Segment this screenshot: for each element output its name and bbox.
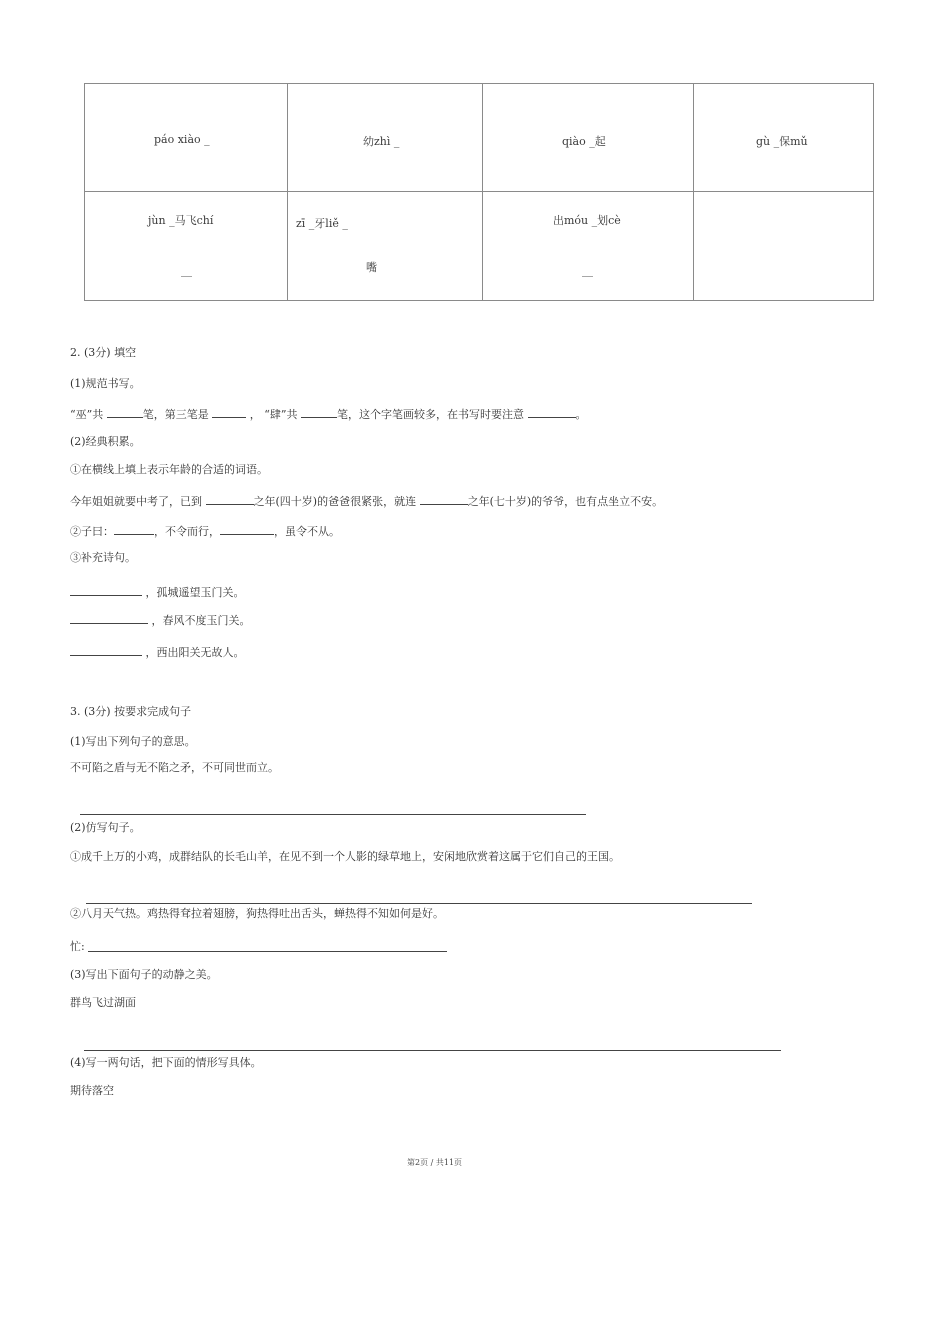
page-footer: 第2页 / 共11页 [407, 1158, 463, 1167]
pinyin-blank: __ [181, 264, 192, 277]
answer-line[interactable] [80, 814, 586, 815]
answer-blank[interactable] [70, 643, 142, 656]
pinyin-cell [483, 84, 694, 192]
answer-line[interactable] [86, 903, 752, 904]
q2-p1-title: (1)规范书写。 [70, 377, 141, 390]
q3-p1-title: (1)写出下列句子的意思。 [70, 735, 196, 748]
answer-line[interactable] [88, 951, 447, 952]
pinyin-text: 幼zhì _ [363, 135, 400, 148]
pinyin-text: zī _牙liě _ [296, 217, 348, 230]
pinyin-text: 出móu _划cè [553, 214, 621, 227]
q3-p4-title: (4)写一两句话，把下面的情形写具体。 [70, 1056, 262, 1069]
text: 之年(四十岁)的爸爸很紧张，就连 [253, 495, 417, 508]
answer-blank[interactable] [528, 405, 576, 418]
text: ，西出阳关无故人。 [145, 646, 245, 659]
pinyin-text: jùn _马飞chí [148, 214, 214, 227]
q3-p3-text: 群鸟飞过湖面 [70, 996, 136, 1009]
pinyin-text: páo xiào _ [154, 133, 210, 146]
poem-line [70, 643, 245, 660]
q3-p4-text: 期待落空 [70, 1084, 114, 1097]
text: 笔，第三笔是 [142, 408, 209, 421]
pinyin-cell [85, 84, 288, 192]
q2-title: 2. (3分) 填空 [70, 346, 137, 359]
q3-p2-b-label: 忙: [70, 940, 85, 953]
text: “肆”共 [264, 408, 298, 421]
text: “巫”共 [70, 408, 104, 421]
q3-p2-b: ②八月天气热。鸡热得耷拉着翅膀，狗热得吐出舌头，蝉热得不知如何是好。 [70, 907, 444, 920]
q2-p2-title: (2)经典积累。 [70, 435, 141, 448]
q2-p2-a-line [70, 492, 663, 509]
text: ，孤城遥望玉门关。 [145, 586, 245, 599]
q2-p2-c: ③补充诗句。 [70, 551, 136, 564]
q2-p2-a: ①在横线上填上表示年龄的合适的词语。 [70, 463, 268, 476]
text: 今年姐姐就要中考了，已到 [70, 495, 202, 508]
answer-blank[interactable] [206, 492, 254, 505]
answer-blank[interactable] [420, 492, 468, 505]
poem-line [70, 583, 245, 600]
text: 。 [575, 408, 587, 421]
pinyin-cell [483, 192, 694, 301]
q2-p1-line [70, 405, 587, 422]
answer-blank[interactable] [70, 583, 142, 596]
pinyin-blank: __ [582, 264, 593, 277]
answer-blank[interactable] [107, 405, 143, 418]
answer-blank[interactable] [70, 611, 148, 624]
pinyin-cell [694, 84, 874, 192]
pinyin-table [84, 83, 874, 301]
answer-blank[interactable] [212, 405, 246, 418]
text: 笔，这个字笔画较多，在书写时要注意 [337, 408, 524, 421]
answer-blank[interactable] [114, 522, 154, 535]
text: ，不令而行， [154, 525, 220, 538]
poem-line [70, 611, 251, 628]
pinyin-cell [288, 84, 483, 192]
pinyin-cell [85, 192, 288, 301]
text: ， [249, 408, 261, 421]
text: ②子曰： [70, 525, 114, 538]
text: 之年(七十岁)的爷爷，也有点坐立不安。 [467, 495, 664, 508]
q3-p2-a: ①成千上万的小鸡，成群结队的长毛山羊，在见不到一个人影的绿草地上，安闲地欣赏着这属于它们自己的王国。 [70, 850, 620, 863]
pinyin-text: gù _保mǔ [756, 135, 808, 148]
pinyin-cell [288, 192, 483, 301]
q3-p2-title: (2)仿写句子。 [70, 821, 141, 834]
pinyin-text: qiào _起 [562, 135, 606, 148]
q3-p3-title: (3)写出下面句子的动静之美。 [70, 968, 218, 981]
text: ，虽令不从。 [274, 525, 340, 538]
text: ，春风不度玉门关。 [151, 614, 251, 627]
answer-blank[interactable] [301, 405, 337, 418]
pinyin-cell-empty [694, 192, 874, 301]
q3-p1-text: 不可陷之盾与无不陷之矛，不可同世而立。 [70, 761, 279, 774]
answer-blank[interactable] [220, 522, 274, 535]
q3-title: 3. (3分) 按要求完成句子 [70, 705, 192, 718]
pinyin-text: 嘴 [366, 261, 377, 274]
q2-p2-b-line [70, 522, 340, 539]
answer-line[interactable] [84, 1050, 781, 1051]
